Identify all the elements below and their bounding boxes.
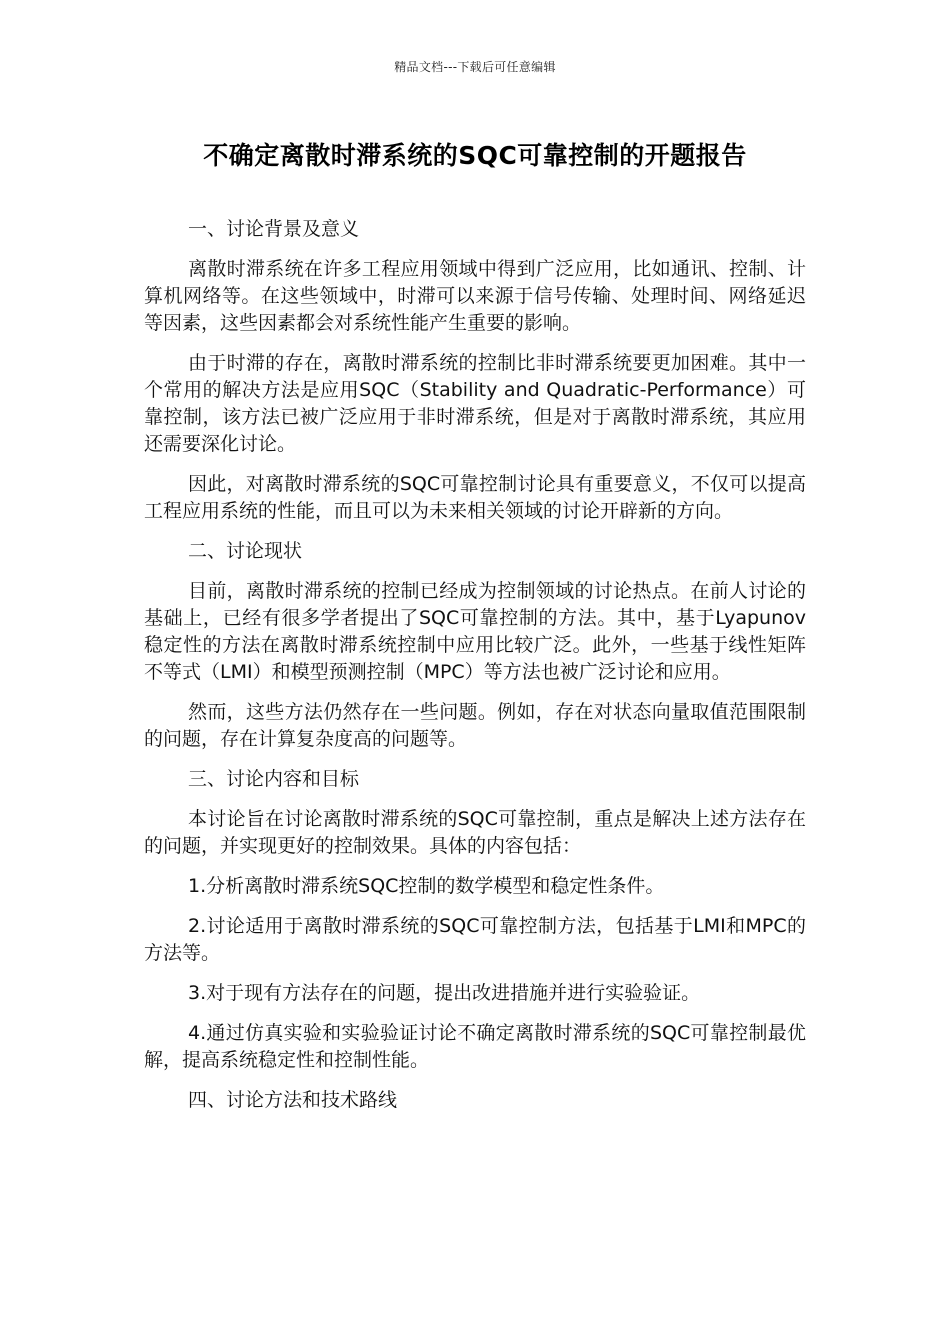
paragraph: 因此，对离散时滞系统的SQC可靠控制讨论具有重要意义，不仅可以提高工程应用系统的性能，而且可以为未来相关领域的讨论开辟新的方向。 [144,473,806,522]
section-heading-status: 二、讨论现状 [188,540,303,562]
paragraph: 目前，离散时滞系统的控制已经成为控制领域的讨论热点。在前人讨论的基础上，已经有很多学者提出了SQC可靠控制的方法。其中，基于Lyapunov稳定性的方法在离散时滞系统控制中应用比较广泛。此外，一些基于线性矩阵不等式（LMI）和模型预测控制（MPC）等方法也被广泛讨论和应用。 [144,580,806,683]
section-heading-background: 一、讨论背景及意义 [188,218,360,240]
paragraph: 由于时滞的存在，离散时滞系统的控制比非时滞系统要更加困难。其中一个常用的解决方法是应用SQC（Stability and Quadratic-Performance）可靠控制，该方法已被广泛应用于非时滞系统，但是对于离散时滞系统，其应用还需要深化讨论。 [144,352,806,455]
section-heading-methods: 四、讨论方法和技术路线 [188,1089,398,1111]
list-item: 1.分析离散时滞系统SQC控制的数学模型和稳定性条件。 [188,875,665,897]
list-item: 2.讨论适用于离散时滞系统的SQC可靠控制方法，包括基于LMI和MPC的方法等。 [144,915,806,964]
list-item: 3.对于现有方法存在的问题，提出改进措施并进行实验验证。 [188,982,701,1004]
section-heading-content-goals: 三、讨论内容和目标 [188,768,360,790]
document-body [144,216,806,1127]
paragraph: 本讨论旨在讨论离散时滞系统的SQC可靠控制，重点是解决上述方法存在的问题，并实现更好的控制效果。具体的内容包括： [144,808,806,857]
document-title: 不确定离散时滞系统的SQC可靠控制的开题报告 [203,141,747,170]
list-item: 4.通过仿真实验和实验验证讨论不确定离散时滞系统的SQC可靠控制最优解，提高系统稳定性和控制性能。 [144,1022,806,1071]
paragraph: 然而，这些方法仍然存在一些问题。例如，存在对状态向量取值范围限制的问题，存在计算复杂度高的问题等。 [144,701,806,750]
paragraph: 离散时滞系统在许多工程应用领域中得到广泛应用，比如通讯、控制、计算机网络等。在这些领域中，时滞可以来源于信号传输、处理时间、网络延迟等因素，这些因素都会对系统性能产生重要的影响。 [144,258,806,334]
header-note: 精品文档---下载后可任意编辑 [394,60,556,74]
